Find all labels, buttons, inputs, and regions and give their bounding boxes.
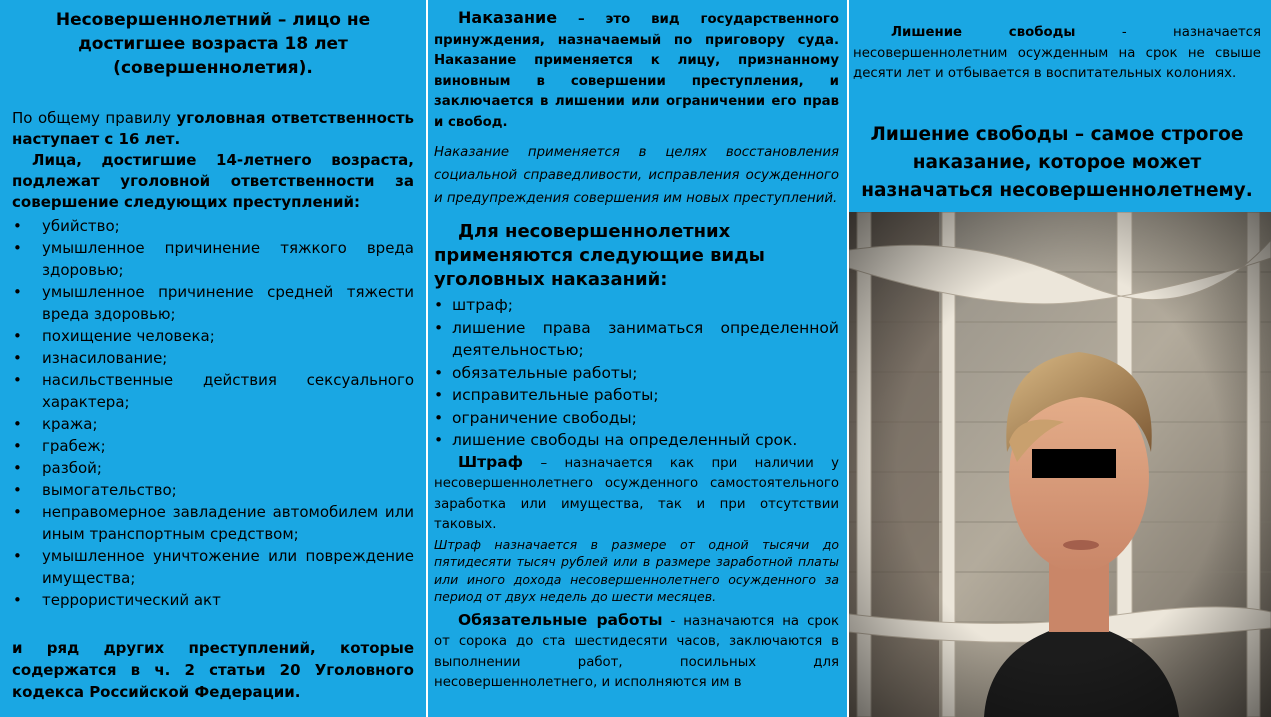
definition-text: – это вид государственного принуждения, назначаемый по приговору суда. Наказание применяется к лицу, признанному виновным в совершении преступления, и заключается в лишении или ограничении его прав и свобод. [434, 12, 839, 130]
column-minors-liability [0, 0, 426, 717]
definition-term: Наказание [458, 8, 558, 27]
list-item: • обязательные работы; [434, 362, 839, 385]
list-item: • похищение человека; [12, 325, 414, 347]
works-paragraph [434, 610, 839, 694]
imprisonment-text: - назначается несовершеннолетним осужденным на срок не свыше десяти лет и отбывается в воспитательных колониях. [853, 25, 1261, 82]
list-item: • умышленное причинение средней тяжести вреда здоровью; [12, 281, 414, 325]
rule-bold: уголовная ответственность наступает с 16 лет. [12, 109, 415, 148]
imprisonment-heading-text: самое строгое наказание, которое может назначаться несовершеннолетнему. [861, 124, 1253, 201]
list-item: • умышленное уничтожение или повреждение имущества; [12, 545, 414, 589]
list-item: • кража; [12, 413, 414, 435]
list-item: • убийство; [12, 215, 414, 237]
age14-paragraph: Лица, достигшие 14-летнего возраста, подлежат уголовной ответственности за совершение следующих преступлений: [12, 151, 414, 211]
imprisonment-heading-term: Лишение свободы – [870, 124, 1091, 145]
list-item: • террористический акт [12, 589, 414, 611]
list-item: • штраф; [434, 294, 839, 317]
boy-behind-bars-illustration [849, 212, 1271, 717]
list-item: • ограничение свободы; [434, 407, 839, 430]
list-item: • лишение свободы на определенный срок. [434, 429, 839, 452]
rule-paragraph [12, 108, 414, 150]
list-item: • лишение права заниматься определенной деятельностью; [434, 317, 839, 362]
fine-details: Штраф назначается в размере от одной тысячи до пятидесяти тысяч рублей или в размере заработной платы или иного дохода несовершеннолетнего осужденного за период от двух недель до шести месяцев. [434, 536, 839, 604]
fine-term: Штраф [458, 452, 524, 471]
imprisonment-heading [853, 121, 1261, 205]
punishment-purpose: Наказание применяется в целях восстановления социальной справедливости, исправления осужденного и предупреждения совершения им новых преступлений. [434, 145, 839, 206]
fine-text: – назначается как при наличии у несовершеннолетнего осужденного самостоятельного заработка или имущества, так и при отсутствии таковых. [434, 455, 839, 532]
list-item: • неправомерное завладение автомобилем или иным транспортным средством; [12, 501, 414, 545]
column-imprisonment [849, 0, 1271, 717]
list-item: • вымогательство; [12, 479, 414, 501]
imprisonment-term: Лишение свободы [891, 25, 1076, 41]
list-item: • исправительные работы; [434, 384, 839, 407]
boy-behind-bars-image [849, 212, 1271, 717]
fine-paragraph [434, 452, 839, 536]
list-item: • насильственные действия сексуального характера; [12, 369, 414, 413]
types-title: Для несовершеннолетних применяются следующие виды уголовных наказаний: [434, 221, 765, 290]
punishment-definition [434, 8, 839, 133]
works-term: Обязательные работы [458, 610, 663, 629]
imprisonment-note [853, 23, 1261, 85]
list-item: • разбой; [12, 457, 414, 479]
rule-intro: По общему правилу [12, 109, 177, 127]
punishment-types-list [434, 294, 839, 452]
crimes-list [12, 215, 414, 611]
column-punishment [428, 0, 847, 717]
list-item: • грабеж; [12, 435, 414, 457]
col1-footer: и ряд других преступлений, которые содержатся в ч. 2 статьи 20 Уголовного кодекса Российской Федерации. [12, 639, 414, 701]
list-item: • умышленное причинение тяжкого вреда здоровью; [12, 237, 414, 281]
col1-title: Несовершеннолетний – лицо не достигшее возраста 18 лет (совершеннолетия). [55, 10, 371, 78]
list-item: • изнасилование; [12, 347, 414, 369]
works-text: - назначаются на срок от сорока до ста шестидесяти часов, заключаются в выполнении работ, посильных для несовершеннолетнего, и исполняются им в [434, 613, 839, 690]
